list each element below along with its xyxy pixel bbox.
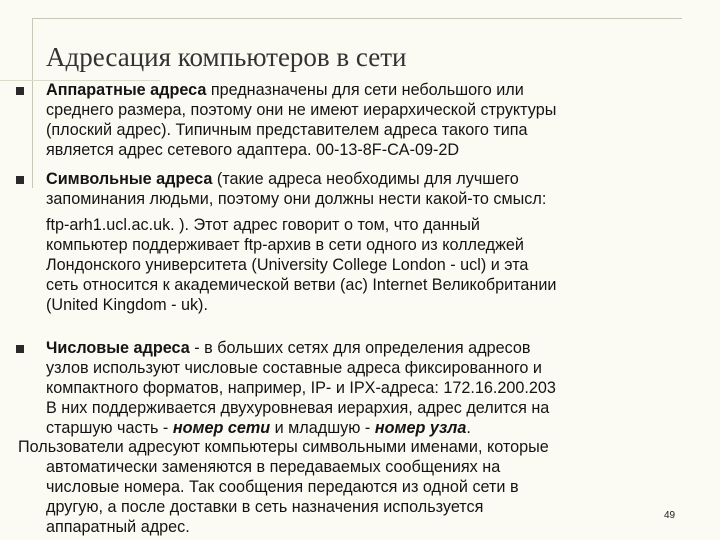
bullet-hardware-addresses	[46, 80, 700, 160]
bullet-line: Аппаратные адреса предназначены для сети небольшого или	[46, 81, 524, 99]
bullet-line: Символьные адреса (такие адреса необходимы для лучшего	[46, 170, 519, 188]
bullet-numeric-addresses	[46, 338, 700, 438]
bullet-line: сеть относится к академической ветви (ac) Internet Великобритании	[46, 276, 557, 294]
network-number-term: номер сети	[172, 419, 271, 437]
bullet-term: Символьные адреса	[46, 170, 213, 188]
bullet-line: компактного форматов, например, IP- и IPX-адреса: 172.16.200.203	[46, 379, 556, 397]
square-bullet-icon	[16, 176, 24, 184]
bullet-line: ftp-arh1.ucl.ac.uk. ). Этот адрес говорит о том, что данный	[46, 216, 480, 234]
bullet-symbolic-addresses	[46, 169, 700, 315]
bullet-line: запоминания людьми, поэтому они должны нести какой-то смысл:	[46, 190, 547, 208]
bullet-line: узлов используют числовые составные адреса фиксированного и	[46, 359, 542, 377]
bullet-term: Числовые адреса	[46, 339, 190, 357]
bullet-line: компьютер поддерживает ftp-архив в сети одного из колледжей	[46, 236, 524, 254]
bullet-line: (United Kingdom - uk).	[46, 296, 208, 314]
slide-title: Адресация компьютеров в сети	[46, 42, 407, 72]
closing-paragraph	[18, 437, 708, 537]
node-number-term: номер узла	[374, 419, 467, 437]
bullet-term: Аппаратные адреса	[46, 81, 207, 99]
paragraph-line: аппаратный адрес.	[46, 518, 190, 536]
bullet-line: старшую часть - номер сети и младшую - номер узла.	[46, 419, 471, 437]
paragraph-line: автоматически заменяются в передаваемых сообщениях на	[46, 458, 501, 476]
bullet-line: В них поддерживается двухуровневая иерархия, адрес делится на	[46, 399, 550, 417]
bullet-line: Числовые адреса - в больших сетях для определения адресов	[46, 339, 531, 357]
bullet-line: среднего размера, поэтому они не имеют иерархической структуры	[46, 101, 557, 119]
paragraph-line: Пользователи адресуют компьютеры символьными именами, которые	[18, 438, 549, 456]
decorative-vertical-line	[32, 18, 33, 188]
page-number: 49	[664, 510, 676, 521]
decorative-horizontal-line	[32, 18, 682, 19]
paragraph-line: другую, а после доставки в сеть назначения используется	[46, 498, 484, 516]
paragraph-line: числовые номера. Так сообщения передаются из одной сети в	[46, 478, 519, 496]
square-bullet-icon	[16, 345, 24, 353]
bullet-line: (плоский адрес). Типичным представителем адреса такого типа	[46, 121, 528, 139]
bullet-line: является адрес сетевого адаптера. 00-13-8F-CA-09-2D	[46, 141, 460, 159]
bullet-line: Лондонского университета (University College London - ucl) и эта	[46, 256, 529, 274]
square-bullet-icon	[16, 87, 24, 95]
